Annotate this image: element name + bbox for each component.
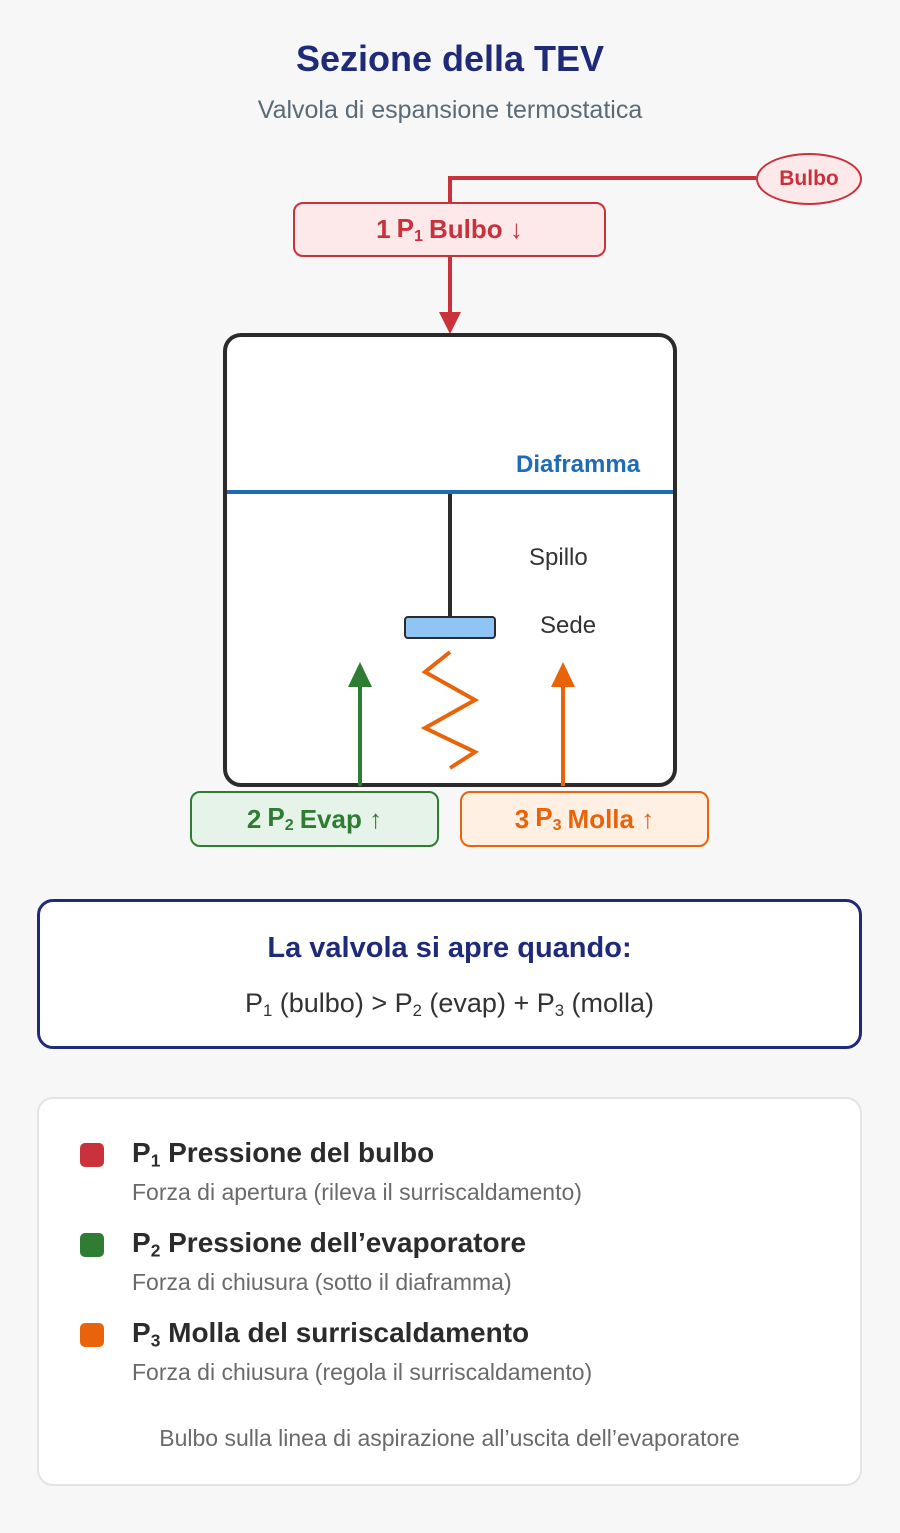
legend-item-title: $P_1$ Pressione del bulbo — [132, 1137, 435, 1171]
legend-item-title: $P_2$ Pressione dell’evaporatore — [132, 1227, 527, 1261]
capillary-tube — [450, 178, 756, 204]
p1-bulb-label — [293, 202, 606, 257]
p3-symbol: $P_3$ — [535, 802, 562, 835]
p3-text: Molla ↑ — [567, 803, 655, 834]
legend-color-swatch — [80, 1143, 104, 1167]
legend-item-description: Forza di chiusura (regola il surriscaldamento) — [132, 1359, 593, 1385]
legend-item-description: Forza di apertura (rileva il surriscaldamento) — [132, 1179, 582, 1205]
opening-condition-box — [37, 899, 862, 1049]
needle-label: Spillo — [529, 544, 588, 571]
p1-symbol: $P_1$ — [396, 212, 423, 245]
page-title: Sezione della TEV — [295, 38, 605, 79]
diaphragm-label: Diaframma — [516, 451, 641, 478]
seat — [405, 617, 495, 638]
legend-color-swatch — [80, 1323, 104, 1347]
p1-number: 1 — [376, 214, 391, 244]
condition-formula: $P_1$ (bulbo) > $P_2$ (evap) + $P_3$ (molla) — [244, 988, 655, 1021]
condition-title: La valvola si apre quando: — [267, 932, 632, 964]
p3-number: 3 — [514, 803, 530, 834]
p2-evap-label — [190, 791, 439, 847]
p1-text: Bulbo ↓ — [428, 214, 523, 244]
legend-color-swatch — [80, 1233, 104, 1257]
legend-item-description: Forza di chiusura (sotto il diaframma) — [132, 1269, 512, 1295]
p2-text: Evap ↑ — [299, 803, 383, 834]
p1-arrow-head — [439, 312, 461, 334]
p3-spring-label — [460, 791, 709, 847]
p2-number: 2 — [246, 803, 262, 834]
legend-panel — [37, 1097, 862, 1486]
seat-label: Sede — [540, 612, 597, 639]
page-subtitle: Valvola di espansione termostatica — [257, 96, 643, 124]
legend-item-title: $P_3$ Molla del surriscaldamento — [132, 1317, 530, 1351]
bulb-tag: Bulbo — [756, 153, 862, 205]
legend-note: Bulbo sulla linea di aspirazione all’uscita dell’evaporatore — [159, 1425, 740, 1451]
p2-symbol: $P_2$ — [267, 802, 294, 835]
